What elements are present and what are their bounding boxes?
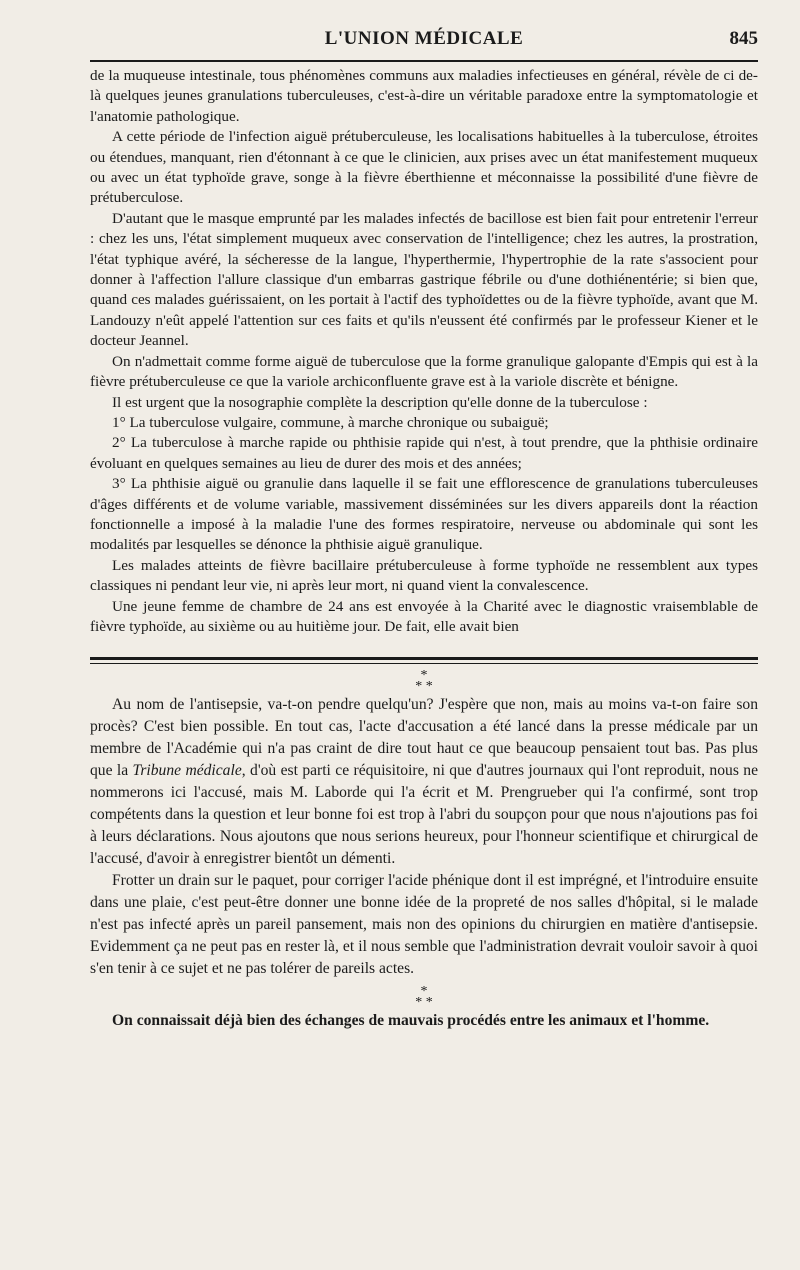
article-paragraph: Il est urgent que la nosographie complète la description qu'elle donne de la tuberculose : — [112, 393, 648, 411]
feuilleton-column — [90, 694, 758, 1032]
article-paragraph: de la muqueuse intestinale, tous phénomènes communs aux maladies infectieuses en général, révèle de ci de-là quelques jeunes granulations tuberculeuses, c'est-à-dire un véritable paradoxe entre la symptomatologie et l'anatomie pathologique. — [90, 67, 758, 125]
asterism-separator: * * * — [415, 984, 433, 1011]
article-paragraph: Les malades atteints de fièvre bacillaire prétuberculeuse à forme typhoïde ne ressemblent aux types classiques ni pendant leur vie, ni après leur mort, ni quand vient la convalescence. — [90, 556, 758, 595]
feuilleton-paragraph: Au nom de l'antisepsie, va-t-on pendre quelqu'un? J'espère que non, mais au moins va-t-on faire son procès? C'est bien possible. En tout cas, l'acte d'accusation a été lancé dans la presse médicale par un membre de l'Académie qui n'a pas craint de dire tout haut ce que beaucoup pensaient tout bas. Pas plus que la Tribune médicale, d'où est parti ce réquisitoire, ni que d'autres journaux qui l'ont reproduit, nous ne nommerons ici l'accusé, mais M. Laborde qui l'a écrit et M. Prengrueber qui l'a confirmé, sont trop compétents dans la question et leur bonne foi est trop à l'abri du soupçon pour que nous n'ajoutions pas foi à leurs déclarations. Nous ajoutons que nous serions heureux, pour l'honneur scientifique et chirurgical de l'accusé, d'avoir à enregistrer bientôt un démenti. — [90, 696, 758, 868]
running-title: L'UNION MÉDICALE — [324, 28, 524, 49]
feuilleton-paragraph: On connaissait déjà bien des échanges de mauvais procédés entre les animaux et l'homme. — [112, 1012, 710, 1030]
article-paragraph: D'autant que le masque emprunté par les malades infectés de bacillose est bien fait pour entretenir l'erreur : chez les uns, l'état simplement muqueux avec conservation de l'intelligence; chez les autres, la prostration, l'état typhique avéré, la sécheresse de la langue, l'hyperthermie, l'hypertrophie de la rate s'associent pour donner à l'affection l'allure classique d'un embarras gastrique fébrile ou d'une dothiénentérie; si bien que, quand ces malades guérissaient, on les portait à l'actif des typhoïdettes ou de la fièvre typhoïde, avant que M. Landouzy n'eût appelé l'attention sur ces faits et qu'ils n'eussent été confirmés par le professeur Kiener et le docteur Jeannel. — [90, 209, 758, 350]
feuilleton-paragraph: Frotter un drain sur le paquet, pour corriger l'acide phénique dont il est imprégné, et l'introduire ensuite dans une plaie, c'est peut-être donner une bonne idée de la propreté de nos salles d'hôpital, si le malade n'est pas infecté après un pareil pansement, mais non des opinions du chirurgien en matière d'antisepsie. Evidemment ça ne peut pas en rester là, et il nous semble que l'administration devrait vouloir savoir à quoi s'en tenir à ce sujet et ne pas tolérer de pareils actes. — [90, 872, 758, 978]
list-item: 2° La tuberculose à marche rapide ou phthisie rapide qui n'est, à tout prendre, que la phthisie ordinaire évoluant en quelques semaines au lieu de durer des mois et des années; — [90, 434, 758, 472]
article-paragraph: A cette période de l'infection aiguë prétuberculeuse, les localisations habituelles à la tuberculose, étroites ou étendues, manquant, rien d'étonnant à ce que le clinicien, aux prises avec un état manifestement muqueux ou avec un état typhoïde grave, songe à la fièvre éberthienne et méconnaisse la possibilité d'une fièvre de prétuberculose. — [90, 128, 758, 207]
page-number: 845 — [729, 28, 758, 49]
asterism-separator: * * * — [415, 668, 433, 695]
feuilleton-divider — [90, 657, 758, 664]
list-item: 1° La tuberculose vulgaire, commune, à marche chronique ou subaiguë; — [112, 413, 549, 431]
journal-title: Tribune médicale — [132, 762, 242, 780]
page-header — [90, 26, 758, 62]
list-item: 3° La phthisie aiguë ou granulie dans laquelle il se fait une efflorescence de granulations tuberculeuses d'âges différents et de volume variable, massivement disséminées sur les divers appareils dont la réaction fonctionnelle a imposé à la maladie l'une des formes respiratoire, nerveuse ou abdominale qui sont les modalités par lesquelles se dénonce la phthisie aiguë granulique. — [90, 475, 758, 554]
article-paragraph: Une jeune femme de chambre de 24 ans est envoyée à la Charité avec le diagnostic vraisemblable de fièvre typhoïde, au sixième ou au huitième jour. De fait, elle avait bien — [90, 597, 758, 635]
article-paragraph: On n'admettait comme forme aiguë de tuberculose que la forme granulique galopante d'Empis qui est à la fièvre prétuberculeuse ce que la variole archiconfluente grave est à la variole discrète et bénigne. — [90, 352, 758, 391]
article-body — [90, 66, 758, 637]
